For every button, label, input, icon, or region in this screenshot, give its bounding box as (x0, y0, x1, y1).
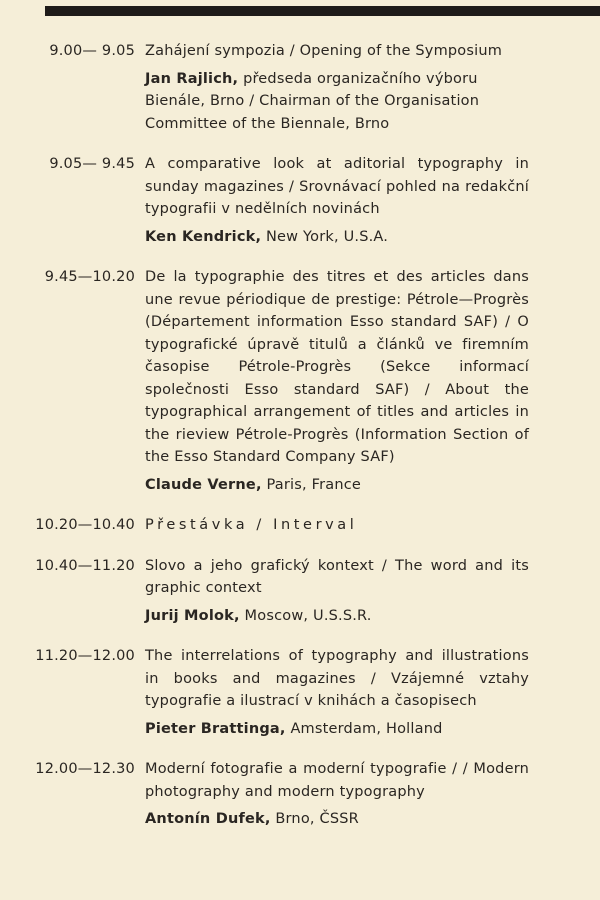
speaker-affiliation: Paris, France (266, 476, 362, 493)
program-entry (0, 40, 600, 135)
speaker-name: Jurij Molok, (145, 607, 240, 624)
time-slot: 10.40—11.20 (35, 557, 135, 574)
entry-body (145, 555, 529, 628)
top-rule (45, 6, 600, 16)
talk-title: Moderní fotografie a moderní typografie / / Modern photography and modern typography (145, 761, 529, 800)
talk-title: De la typographie des titres et des articles dans une revue périodique de prestige: Pétrole—Progrès (Département information Esso standard SAF) / O typografické úpravě titulů a článků ve firemním časopise Pétrole-Progrès (Sekce informací společnosti Esso standard SAF) / About the typographical arrangement of titles and articles in the rieview Pétrole-Progrès (Information Section of the Esso Standard Company SAF) (145, 269, 529, 465)
speaker-affiliation: Moscow, U.S.S.R. (244, 607, 372, 624)
entry-body (145, 266, 529, 496)
speaker-name: Pieter Brattinga, (145, 720, 286, 737)
program-entry (0, 555, 600, 628)
speaker-line (145, 474, 529, 497)
time-slot: 10.20—10.40 (35, 517, 135, 533)
entry-body (145, 514, 529, 537)
speaker-name: Jan Rajlich, (145, 70, 239, 87)
time-slot: 11.20—12.00 (35, 648, 135, 664)
speaker-name: Ken Kendrick, (145, 228, 262, 245)
speaker-line (145, 808, 529, 831)
speaker-line (145, 68, 529, 136)
speaker-name: Antonín Dufek, (145, 811, 271, 827)
entry-body (145, 758, 529, 831)
speaker-affiliation: předseda organizačního výboru Bienále, Brno / Chairman of the Organisation Committee of the Biennale, Brno (145, 70, 480, 132)
time-slot: 12.00—12.30 (35, 761, 135, 777)
entry-body (145, 645, 529, 740)
program-entry (0, 645, 600, 740)
time-slot: 9.00— 9.05 (49, 43, 135, 59)
entry-body (145, 153, 529, 248)
time-slot: 9.05— 9.45 (49, 156, 135, 172)
program-entry (0, 758, 600, 831)
speaker-affiliation: Brno, ČSSR (275, 811, 359, 827)
program-entry (0, 266, 600, 496)
speaker-affiliation: New York, U.S.A. (265, 228, 389, 245)
time-slot: 9.45—10.20 (44, 269, 135, 285)
program-entry (0, 153, 600, 248)
interval-title: Přestávka / Interval (145, 517, 358, 533)
speaker-line (145, 718, 529, 741)
talk-title: A comparative look at aditorial typography in sunday magazines / Srovnávací pohled na redakční typografii v nedělních novinách (145, 156, 529, 217)
program-list (0, 40, 600, 849)
entry-body (145, 40, 529, 135)
talk-title: The interrelations of typography and illustrations in books and magazines / Vzájemné vztahy typografie a ilustrací v knihách a časopisech (145, 648, 529, 709)
talk-title: Zahájení sympozia / Opening of the Symposium (145, 43, 503, 59)
program-entry (0, 514, 600, 537)
talk-title: Slovo a jeho grafický kontext / The word and its graphic context (145, 557, 529, 596)
speaker-name: Claude Verne, (145, 476, 262, 493)
speaker-affiliation: Amsterdam, Holland (290, 720, 443, 737)
speaker-line (145, 605, 529, 628)
speaker-line (145, 226, 529, 249)
